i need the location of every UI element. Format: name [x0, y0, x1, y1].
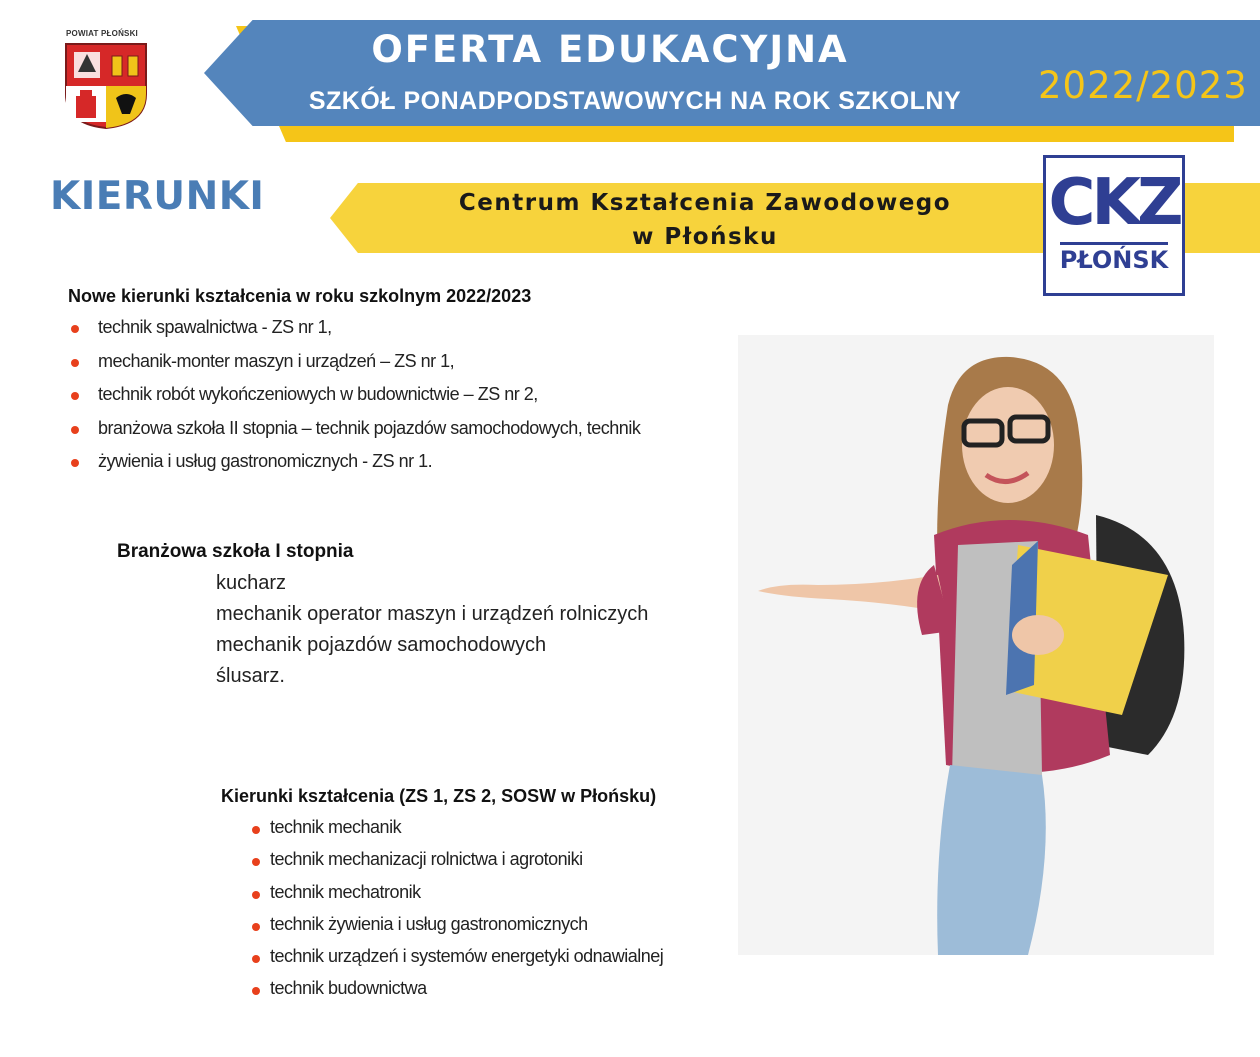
page-title: OFERTA EDUKACYJNA: [371, 28, 849, 71]
section-title: KIERUNKI: [50, 174, 265, 219]
zs-programs-list: [270, 816, 663, 1010]
new-programs-heading: Nowe kierunki kształcenia w roku szkolnym 2022/2023: [68, 286, 532, 306]
school-name: [400, 186, 1010, 254]
list-item: mechanik operator maszyn i urządzeń rolniczych: [216, 603, 649, 625]
county-crest-icon: [64, 42, 148, 130]
list-item: technik żywienia i usług gastronomicznych: [270, 913, 663, 945]
page-subtitle: SZKÓŁ PONADPODSTAWOWYCH NA ROK SZKOLNY: [308, 87, 962, 115]
list-item: technik mechatronik: [270, 881, 663, 913]
list-item: technik urządzeń i systemów energetyki odnawialnej: [270, 945, 663, 977]
list-item: ślusarz.: [216, 665, 285, 687]
list-item: technik spawalnictwa - ZS nr 1,: [98, 316, 640, 350]
zs-programs-heading: Kierunki kształcenia (ZS 1, ZS 2, SOSW w Płońsku): [221, 786, 657, 806]
ckz-logo-divider: [1060, 242, 1168, 245]
new-programs-list: [98, 316, 640, 484]
list-item: branżowa szkoła II stopnia – technik pojazdów samochodowych, technik: [98, 417, 640, 451]
list-item: technik budownictwa: [270, 977, 663, 1009]
list-item: kucharz: [216, 572, 287, 594]
list-item: technik mechanizacji rolnictwa i agrotoniki: [270, 848, 663, 880]
ckz-logo: [1043, 155, 1185, 296]
branzowa-list: [216, 572, 648, 696]
list-item: mechanik pojazdów samochodowych: [216, 634, 547, 656]
list-item: mechanik-monter maszyn i urządzeń – ZS nr 1,: [98, 350, 640, 384]
list-item: technik robót wykończeniowych w budownictwie – ZS nr 2,: [98, 383, 640, 417]
school-name-line2: w Płońsku: [632, 224, 778, 250]
school-name-line1: Centrum Kształcenia Zawodowego: [458, 190, 952, 216]
list-item: technik mechanik: [270, 816, 663, 848]
ckz-logo-city: PŁOŃSK: [1059, 246, 1169, 274]
list-item: żywienia i usług gastronomicznych - ZS nr 1.: [98, 450, 640, 484]
branzowa-heading: Branżowa szkoła I stopnia: [117, 541, 354, 562]
ckz-logo-letters: CKZ: [1048, 166, 1180, 240]
crest-label: POWIAT PŁOŃSKI: [66, 29, 138, 38]
school-year: 2022/2023: [1038, 64, 1248, 107]
student-photo: [738, 335, 1214, 955]
